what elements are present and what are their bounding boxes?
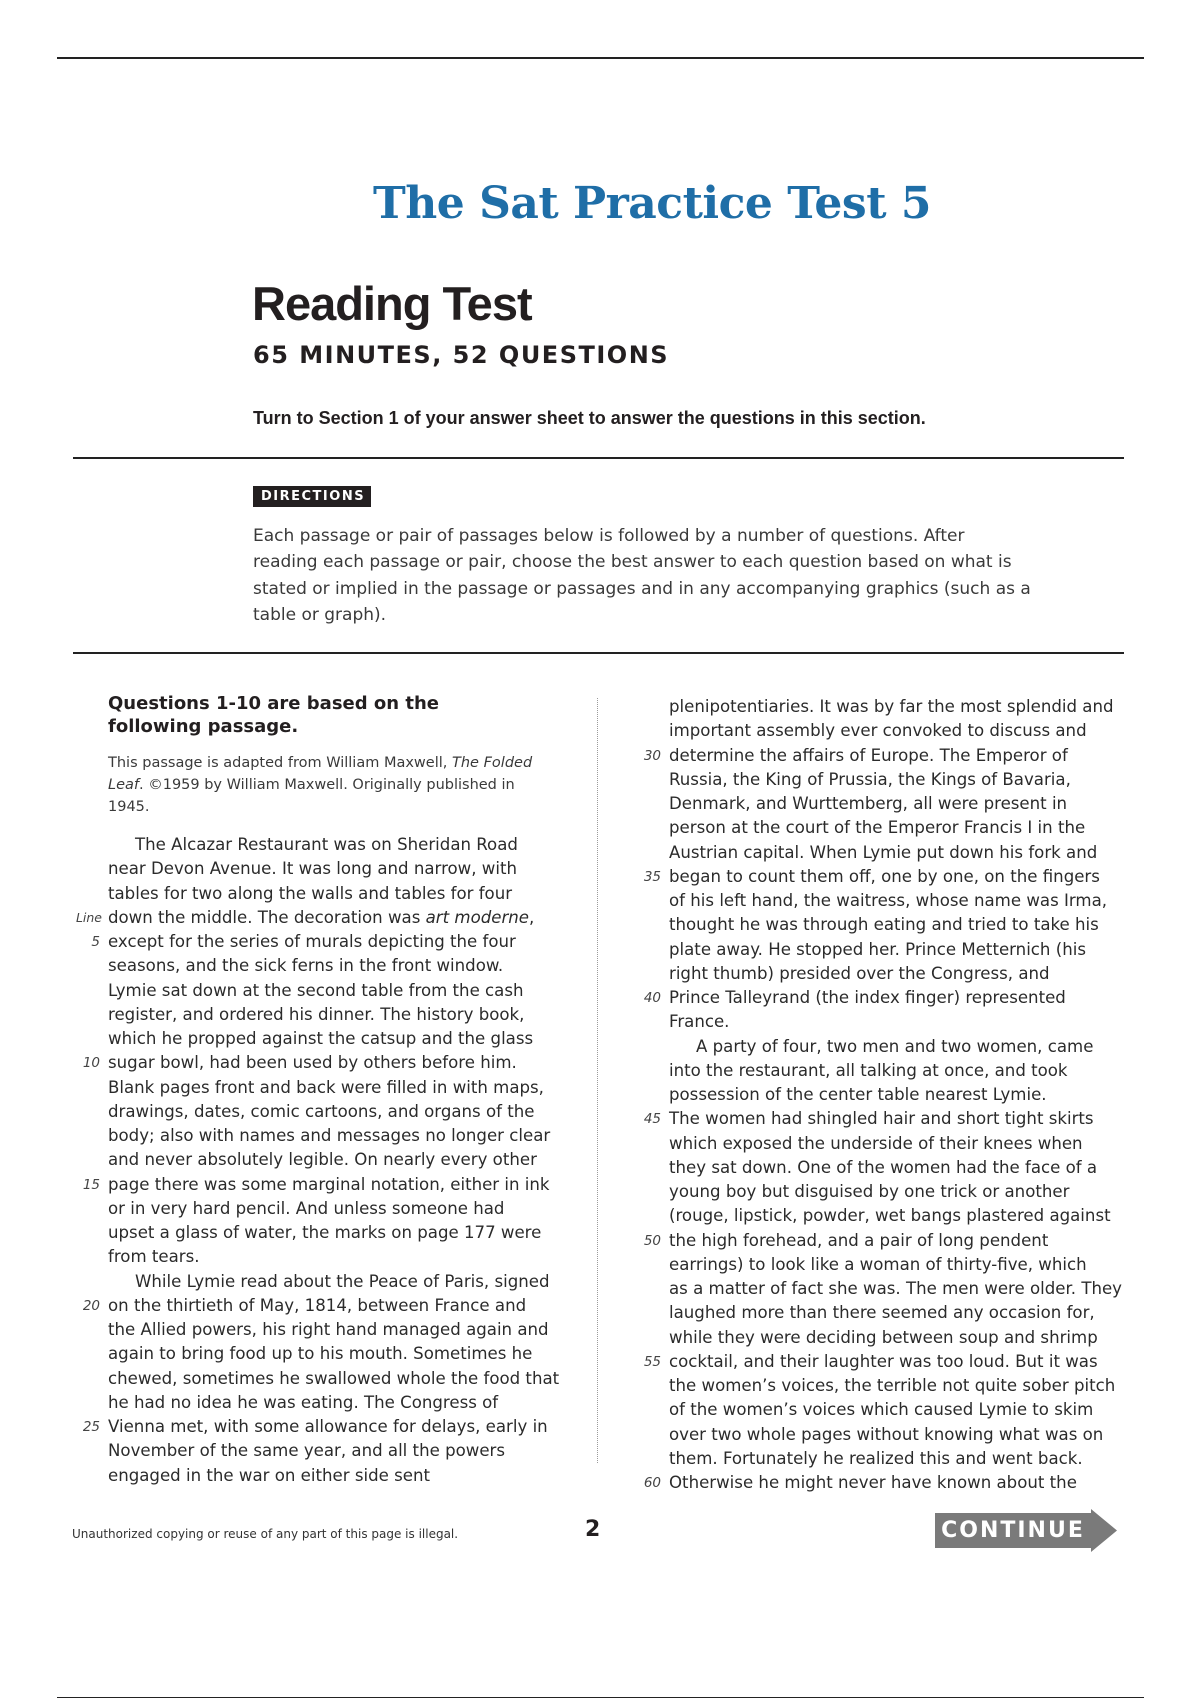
passage-line — [82, 1294, 568, 1318]
passage-line-text: they sat down. One of the women had the face of a — [669, 1157, 1098, 1177]
passage-line-tail: , — [529, 907, 535, 927]
line-number: 30 — [643, 747, 661, 764]
passage-line-text: the Allied powers, his right hand managed again and — [108, 1320, 549, 1339]
passage-line — [669, 695, 1139, 719]
passage-line-text: the women’s voices, the terrible not quite sober pitch — [669, 1376, 1116, 1395]
passage-line-text: engaged in the war on either side sent — [108, 1465, 430, 1485]
line-number: 35 — [643, 868, 661, 885]
passage-column-right — [643, 695, 1139, 1495]
passage-line — [669, 889, 1139, 913]
bottom-rule — [57, 1697, 1144, 1698]
source-suffix: . ©1959 by William Maxwell. Originally published in 1945. — [108, 777, 515, 815]
passage-line — [669, 768, 1139, 792]
passage-line — [669, 962, 1139, 986]
passage-line — [108, 1221, 568, 1245]
passage-line — [108, 954, 568, 978]
passage-line-text: A party of four, two men and two women, came — [696, 1036, 1094, 1056]
passage-line — [669, 913, 1139, 937]
line-number: 50 — [643, 1232, 661, 1249]
passage-line-text: of the women’s voices which caused Lymie to skim — [669, 1400, 1094, 1420]
passage-line — [82, 1051, 568, 1075]
passage-line — [108, 833, 568, 857]
line-number: 40 — [643, 990, 661, 1006]
passage-line — [108, 1318, 568, 1342]
passage-heading: Questions 1-10 are based on the following passage. — [108, 693, 439, 737]
passage-line-text: and never absolutely legible. On nearly every other — [108, 1150, 537, 1170]
passage-line-text: possession of the center table nearest Lymie. — [669, 1085, 1047, 1104]
passage-line — [91, 930, 568, 954]
passage-line — [108, 1124, 568, 1148]
passage-line — [108, 1245, 568, 1269]
passage-line — [669, 1132, 1139, 1156]
passage-line-text: on the thirtieth of May, 1814, between France and — [108, 1295, 527, 1315]
passage-line-text: tables for two along the walls and tables for four — [108, 883, 513, 903]
passage-line — [108, 1367, 568, 1391]
passage-line — [669, 1083, 1139, 1107]
line-number: 55 — [643, 1353, 661, 1370]
line-number: 25 — [82, 1419, 100, 1435]
directions-text: Each passage or pair of passages below is followed by a number of questions. After reading each passage or pair, choose the best answer to each question based on what is stated or implied in the passage or passages and in any accompanying graphics (such as a table or graph). — [253, 526, 1031, 626]
passage-line-text: sugar bowl, had been used by others before him. — [108, 1053, 517, 1073]
passage-line — [643, 865, 1139, 889]
passage-line-text: Otherwise he might never have known about the — [669, 1473, 1077, 1492]
document-title: The Sat Practice Test 5 — [373, 178, 931, 229]
passage-line — [82, 1173, 568, 1197]
source-book-title: The Folded Leaf — [108, 755, 533, 793]
passage-line-text: the high forehead, and a pair of long pendent — [669, 1230, 1049, 1250]
passage-line-text: into the restaurant, all talking at once, and took — [669, 1060, 1068, 1080]
passage-line-text: plate away. He stopped her. Prince Metternich (his — [669, 939, 1086, 959]
passage-line — [669, 816, 1139, 840]
passage-line-text: except for the series of murals depicting the four — [108, 932, 516, 951]
passage-line-text: chewed, sometimes he swallowed whole the food that — [108, 1368, 560, 1388]
passage-emphasis: art moderne — [425, 907, 530, 927]
passage-line — [108, 1027, 568, 1051]
passage-line — [669, 938, 1139, 962]
passage-line-text: them. Fortunately he realized this and went back. — [669, 1448, 1083, 1468]
passage-line-text: person at the court of the Emperor Francis I in the — [669, 818, 1086, 838]
passage-line — [108, 1270, 568, 1294]
line-number: 15 — [82, 1176, 100, 1193]
section-subtitle: 65 MINUTES, 52 QUESTIONS — [253, 341, 670, 369]
passage-line-text: thought he was through eating and tried to take his — [669, 915, 1099, 935]
passage-line — [643, 1350, 1139, 1374]
passage-line-text: over two whole pages without knowing what was on — [669, 1424, 1104, 1444]
passage-line-text: or in very hard pencil. And unless someone had — [108, 1198, 505, 1218]
passage-line-text: page there was some marginal notation, either in ink — [108, 1174, 550, 1194]
passage-line-text: which he propped against the catsup and the glass — [108, 1029, 534, 1048]
passage-line — [669, 1277, 1139, 1301]
passage-column-left — [75, 833, 568, 1488]
passage-line — [108, 1391, 568, 1415]
page-number: 2 — [585, 1517, 601, 1542]
directions-bottom-rule — [73, 652, 1124, 654]
passage-line — [643, 1229, 1139, 1253]
passage-line-text: began to count them off, one by one, on the fingers — [669, 866, 1100, 886]
passage-line — [108, 1342, 568, 1366]
passage-line-text: important assembly ever convoked to discuss and — [669, 721, 1087, 741]
line-number: 10 — [82, 1055, 100, 1072]
passage-line — [108, 1076, 568, 1100]
passage-line — [75, 906, 568, 930]
passage-line — [669, 1010, 1139, 1034]
passage-line-text: near Devon Avenue. It was long and narrow, with — [108, 859, 518, 879]
passage-line-text: young boy but disguised by one trick or another — [669, 1182, 1070, 1201]
passage-line — [669, 1374, 1139, 1398]
passage-line-text: determine the affairs of Europe. The Emperor of — [669, 745, 1068, 765]
passage-line-text: Russia, the King of Prussia, the Kings of Bavaria, — [669, 769, 1071, 789]
passage-line-text: (rouge, lipstick, powder, wet bangs plastered against — [669, 1206, 1111, 1226]
passage-line — [669, 1035, 1139, 1059]
passage-line — [108, 1003, 568, 1027]
passage-line — [82, 1415, 568, 1439]
passage-source — [108, 752, 558, 818]
directions-label: DIRECTIONS — [253, 486, 371, 507]
line-number: 45 — [643, 1111, 661, 1128]
passage-line — [643, 986, 1139, 1010]
passage-line-text: Blank pages front and back were filled in with maps, — [108, 1077, 544, 1097]
passage-line-text: Austrian capital. When Lymie put down his fork and — [669, 842, 1098, 862]
passage-line — [108, 1197, 568, 1221]
passage-line — [643, 1471, 1139, 1495]
passage-line — [669, 1301, 1139, 1325]
passage-line-text: again to bring food up to his mouth. Sometimes he — [108, 1344, 533, 1364]
passage-line — [669, 1398, 1139, 1422]
passage-line-text: drawings, dates, comic cartoons, and organs of the — [108, 1101, 535, 1121]
top-rule — [57, 57, 1144, 59]
passage-line — [669, 1180, 1139, 1204]
passage-line — [669, 1204, 1139, 1228]
passage-line — [643, 744, 1139, 768]
column-divider — [597, 698, 598, 1463]
copyright-notice: Unauthorized copying or reuse of any part of this page is illegal. — [72, 1527, 459, 1541]
continue-label: CONTINUE — [941, 1518, 1085, 1543]
passage-line — [108, 1464, 568, 1488]
passage-line-text: register, and ordered his dinner. The history book, — [108, 1004, 525, 1024]
passage-line-text: from tears. — [108, 1247, 200, 1267]
passage-line-text: while they were deciding between soup and shrimp — [669, 1327, 1098, 1347]
passage-line — [108, 882, 568, 906]
passage-line — [108, 857, 568, 881]
passage-line-text: cocktail, and their laughter was too loud. But it was — [669, 1351, 1098, 1371]
passage-line-text: Denmark, and Wurttemberg, all were present in — [669, 794, 1068, 813]
section-instruction: Turn to Section 1 of your answer sheet to answer the questions in this section. — [253, 408, 926, 428]
passage-line-text: right thumb) presided over the Congress, and — [669, 963, 1050, 983]
passage-line-text: plenipotentiaries. It was by far the most splendid and — [669, 697, 1114, 716]
passage-line — [643, 1107, 1139, 1131]
passage-line — [669, 1253, 1139, 1277]
passage-line-text: Vienna met, with some allowance for delays, early in — [108, 1417, 548, 1436]
passage-line — [108, 1439, 568, 1463]
passage-line — [669, 719, 1139, 743]
passage-line — [108, 1100, 568, 1124]
passage-line-text: While Lymie read about the Peace of Paris, signed — [135, 1271, 550, 1291]
passage-line-text: which exposed the underside of their knees when — [669, 1133, 1083, 1153]
passage-line-text: upset a glass of water, the marks on page 177 were — [108, 1223, 542, 1242]
line-number: 5 — [91, 934, 100, 950]
passage-line-text: The Alcazar Restaurant was on Sheridan Road — [135, 835, 518, 854]
passage-line-text: down the middle. The decoration was — [108, 907, 426, 927]
passage-line — [669, 1059, 1139, 1083]
line-marker-label: Line — [75, 909, 102, 925]
passage-line-text: November of the same year, and all the powers — [108, 1441, 506, 1461]
passage-line — [108, 979, 568, 1003]
passage-line-text: of his left hand, the waitress, whose name was Irma, — [669, 891, 1108, 910]
passage-line-text: Lymie sat down at the second table from the cash — [108, 980, 524, 1000]
passage-line-text: laughed more than there seemed any occasion for, — [669, 1303, 1095, 1323]
passage-line-text: he had no idea he was eating. The Congress of — [108, 1392, 499, 1412]
passage-line — [669, 1326, 1139, 1350]
passage-line-text: seasons, and the sick ferns in the front window. — [108, 956, 504, 976]
passage-line — [669, 1156, 1139, 1180]
passage-line-text: The women had shingled hair and short tight skirts — [669, 1109, 1094, 1129]
passage-line — [669, 841, 1139, 865]
passage-line-text: Prince Talleyrand (the index finger) represented — [669, 988, 1066, 1007]
continue-button[interactable] — [935, 1509, 1117, 1552]
section-title: Reading Test — [252, 277, 532, 330]
passage-line — [108, 1148, 568, 1172]
passage-line-text: France. — [669, 1012, 730, 1032]
passage-line-text: as a matter of fact she was. The men were older. They — [669, 1279, 1123, 1298]
passage-line-text: body; also with names and messages no longer clear — [108, 1126, 551, 1145]
passage-line — [669, 1447, 1139, 1471]
passage-line — [669, 1423, 1139, 1447]
passage-line — [669, 792, 1139, 816]
source-prefix: This passage is adapted from William Maxwell, — [108, 755, 452, 771]
directions-top-rule — [73, 457, 1124, 459]
line-number: 60 — [643, 1475, 661, 1491]
line-number: 20 — [82, 1297, 100, 1314]
passage-line-text: earrings) to look like a woman of thirty-five, which — [669, 1254, 1087, 1274]
